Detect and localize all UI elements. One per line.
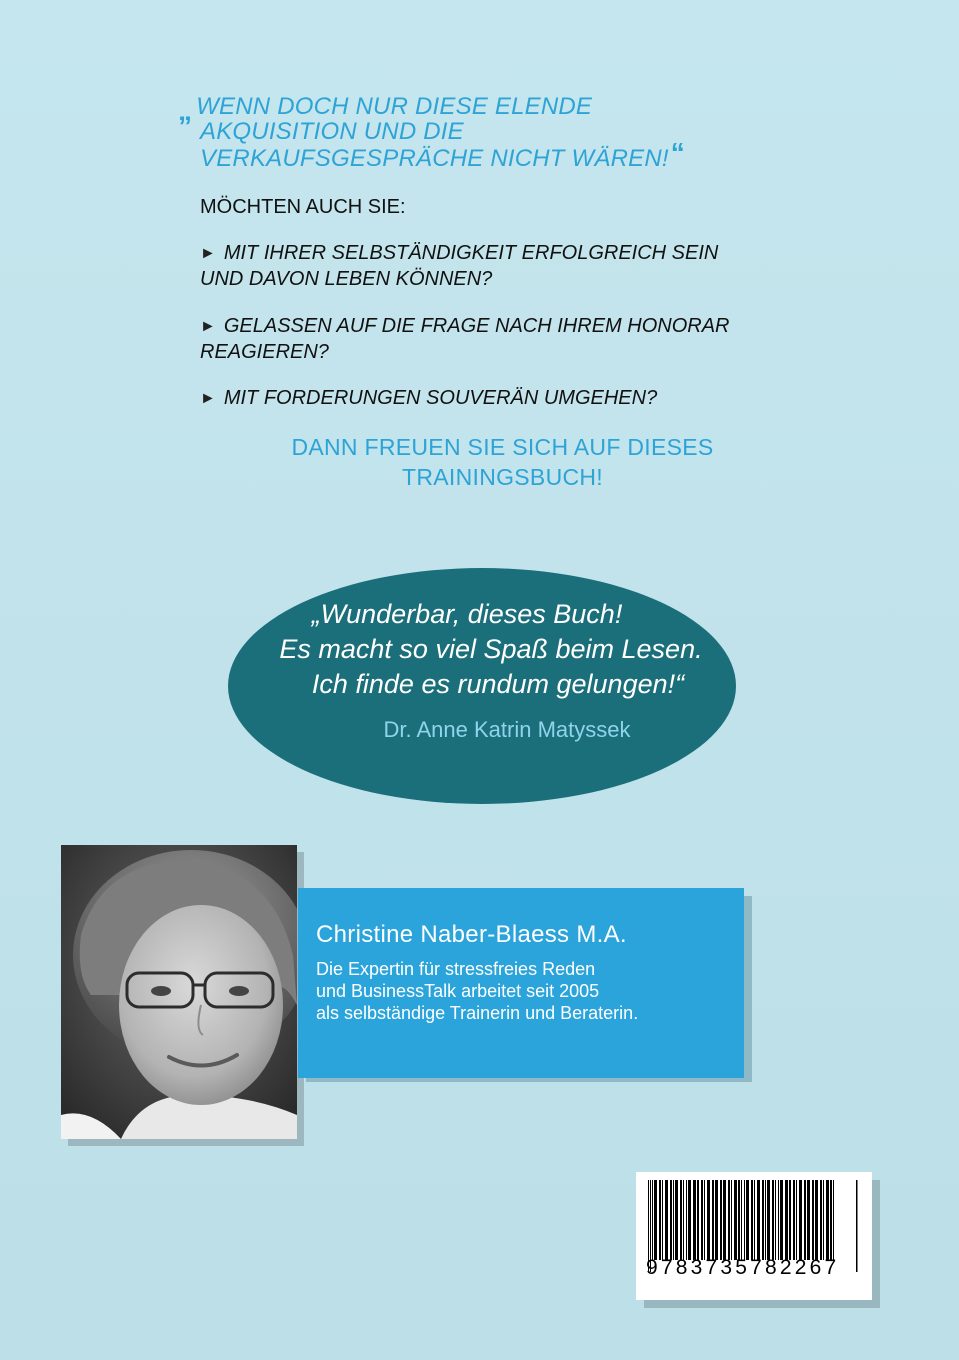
headline-line-3: VERKAUFSGESPRÄCHE NICHT WÄREN!: [200, 145, 669, 172]
headline-line-1: WENN DOCH NUR DIESE ELENDE: [196, 93, 593, 120]
barcode-bar: [701, 1180, 703, 1260]
barcode-bar: [741, 1180, 742, 1260]
barcode-bar: [654, 1180, 657, 1260]
review-author: Dr. Anne Katrin Matyssek: [383, 717, 631, 742]
barcode-bar: [704, 1180, 705, 1260]
bullet-text-line1: GELASSEN AUF DIE FRAGE NACH IHREM HONORAR: [223, 315, 730, 337]
triangle-right-icon: ►: [200, 390, 216, 407]
cta-line-2: TRAININGSBUCH!: [402, 464, 603, 490]
bullet-text-line2: REAGIEREN?: [200, 341, 329, 363]
barcode-bar: [662, 1180, 663, 1260]
review-line-1: „Wunderbar, dieses Buch!: [311, 599, 623, 629]
barcode-bar: [778, 1180, 779, 1260]
barcode-bar: [734, 1180, 737, 1260]
isbn-number: 9783735782267: [646, 1256, 840, 1279]
barcode-bar: [673, 1180, 674, 1260]
barcode-bar: [767, 1180, 770, 1260]
barcode-bar: [775, 1180, 776, 1260]
barcode-bar: [799, 1180, 802, 1260]
author-portrait-image: [61, 845, 297, 1139]
author-name: Christine Naber-Blaess M.A.: [316, 921, 627, 948]
barcode-bar: [659, 1180, 661, 1260]
barcode-bar: [804, 1180, 806, 1260]
barcode-bar: [728, 1180, 730, 1260]
barcode-bar: [820, 1180, 822, 1260]
bio-line-2: und BusinessTalk arbeitet seit 2005: [316, 981, 600, 1001]
barcode-bar: [652, 1180, 653, 1260]
bio-line-3: als selbständige Trainerin und Beraterin.: [316, 1003, 639, 1023]
barcode-bar: [731, 1180, 732, 1260]
barcode-bar: [833, 1180, 834, 1260]
barcode-bar: [762, 1180, 764, 1260]
barcode-bar: [780, 1180, 783, 1260]
close-quote-mark: “: [670, 137, 685, 168]
review-quote: [228, 597, 736, 702]
barcode-bar: [697, 1180, 699, 1260]
barcode-bar: [693, 1180, 696, 1260]
barcode-bar: [683, 1180, 684, 1260]
barcode-bar: [757, 1180, 760, 1260]
barcode-bars: [636, 1172, 872, 1300]
barcode-bar: [707, 1180, 710, 1260]
barcode-bar: [815, 1180, 818, 1260]
barcode-bar: [688, 1180, 691, 1260]
bullet-item: [200, 386, 840, 412]
barcode-bar: [680, 1180, 682, 1260]
author-bio: [316, 958, 736, 1024]
barcode-bar: [826, 1180, 829, 1260]
barcode-bar: [812, 1180, 814, 1260]
bullet-item: [200, 241, 840, 292]
barcode-bar: [785, 1180, 788, 1260]
barcode-bar: [830, 1180, 832, 1260]
barcode-bar: [823, 1180, 824, 1260]
barcode-bar: [720, 1180, 722, 1260]
review-line-3: Ich finde es rundum gelungen!“: [311, 669, 685, 699]
barcode-bar: [746, 1180, 749, 1260]
triangle-right-icon: ►: [200, 318, 216, 335]
bullet-text-line2: UND DAVON LEBEN KÖNNEN?: [200, 268, 493, 290]
barcode-bar: [765, 1180, 766, 1260]
barcode-bar: [744, 1180, 745, 1260]
barcode-bar: [712, 1180, 714, 1260]
author-photo: [61, 845, 297, 1139]
headline-line-2: AKQUISITION UND DIE: [200, 118, 464, 145]
bullet-text-line1: MIT IHRER SELBSTÄNDIGKEIT ERFOLGREICH SEIN: [223, 242, 719, 264]
barcode-bar: [789, 1180, 791, 1260]
barcode-bar: [751, 1180, 753, 1260]
barcode-bar: [715, 1180, 718, 1260]
triangle-right-icon: ►: [200, 245, 216, 262]
barcode-bar: [686, 1180, 687, 1260]
open-quote-mark: „: [178, 95, 193, 126]
bullet-text-line1: MIT FORDERUNGEN SOUVERÄN UMGEHEN?: [223, 387, 658, 409]
barcode-bar: [670, 1180, 672, 1260]
barcode-bar: [772, 1180, 774, 1260]
headline-quote: [178, 92, 798, 171]
cta-line-1: DANN FREUEN SIE SICH AUF DIESES: [291, 434, 714, 460]
intro-text: MÖCHTEN AUCH SIE:: [200, 196, 406, 218]
barcode-bar: [665, 1180, 668, 1260]
review-line-2: Es macht so viel Spaß beim Lesen.: [279, 634, 703, 664]
barcode-bar: [793, 1180, 795, 1260]
bullet-item: [200, 314, 840, 365]
barcode-bar: [807, 1180, 810, 1260]
barcode-bar: [723, 1180, 726, 1260]
call-to-action: [200, 432, 805, 492]
barcode-bar: [675, 1180, 678, 1260]
bio-line-1: Die Expertin für stressfreies Reden: [316, 959, 596, 979]
barcode-bar: [796, 1180, 797, 1260]
barcode-bar: [738, 1180, 740, 1260]
barcode-bar: [754, 1180, 755, 1260]
